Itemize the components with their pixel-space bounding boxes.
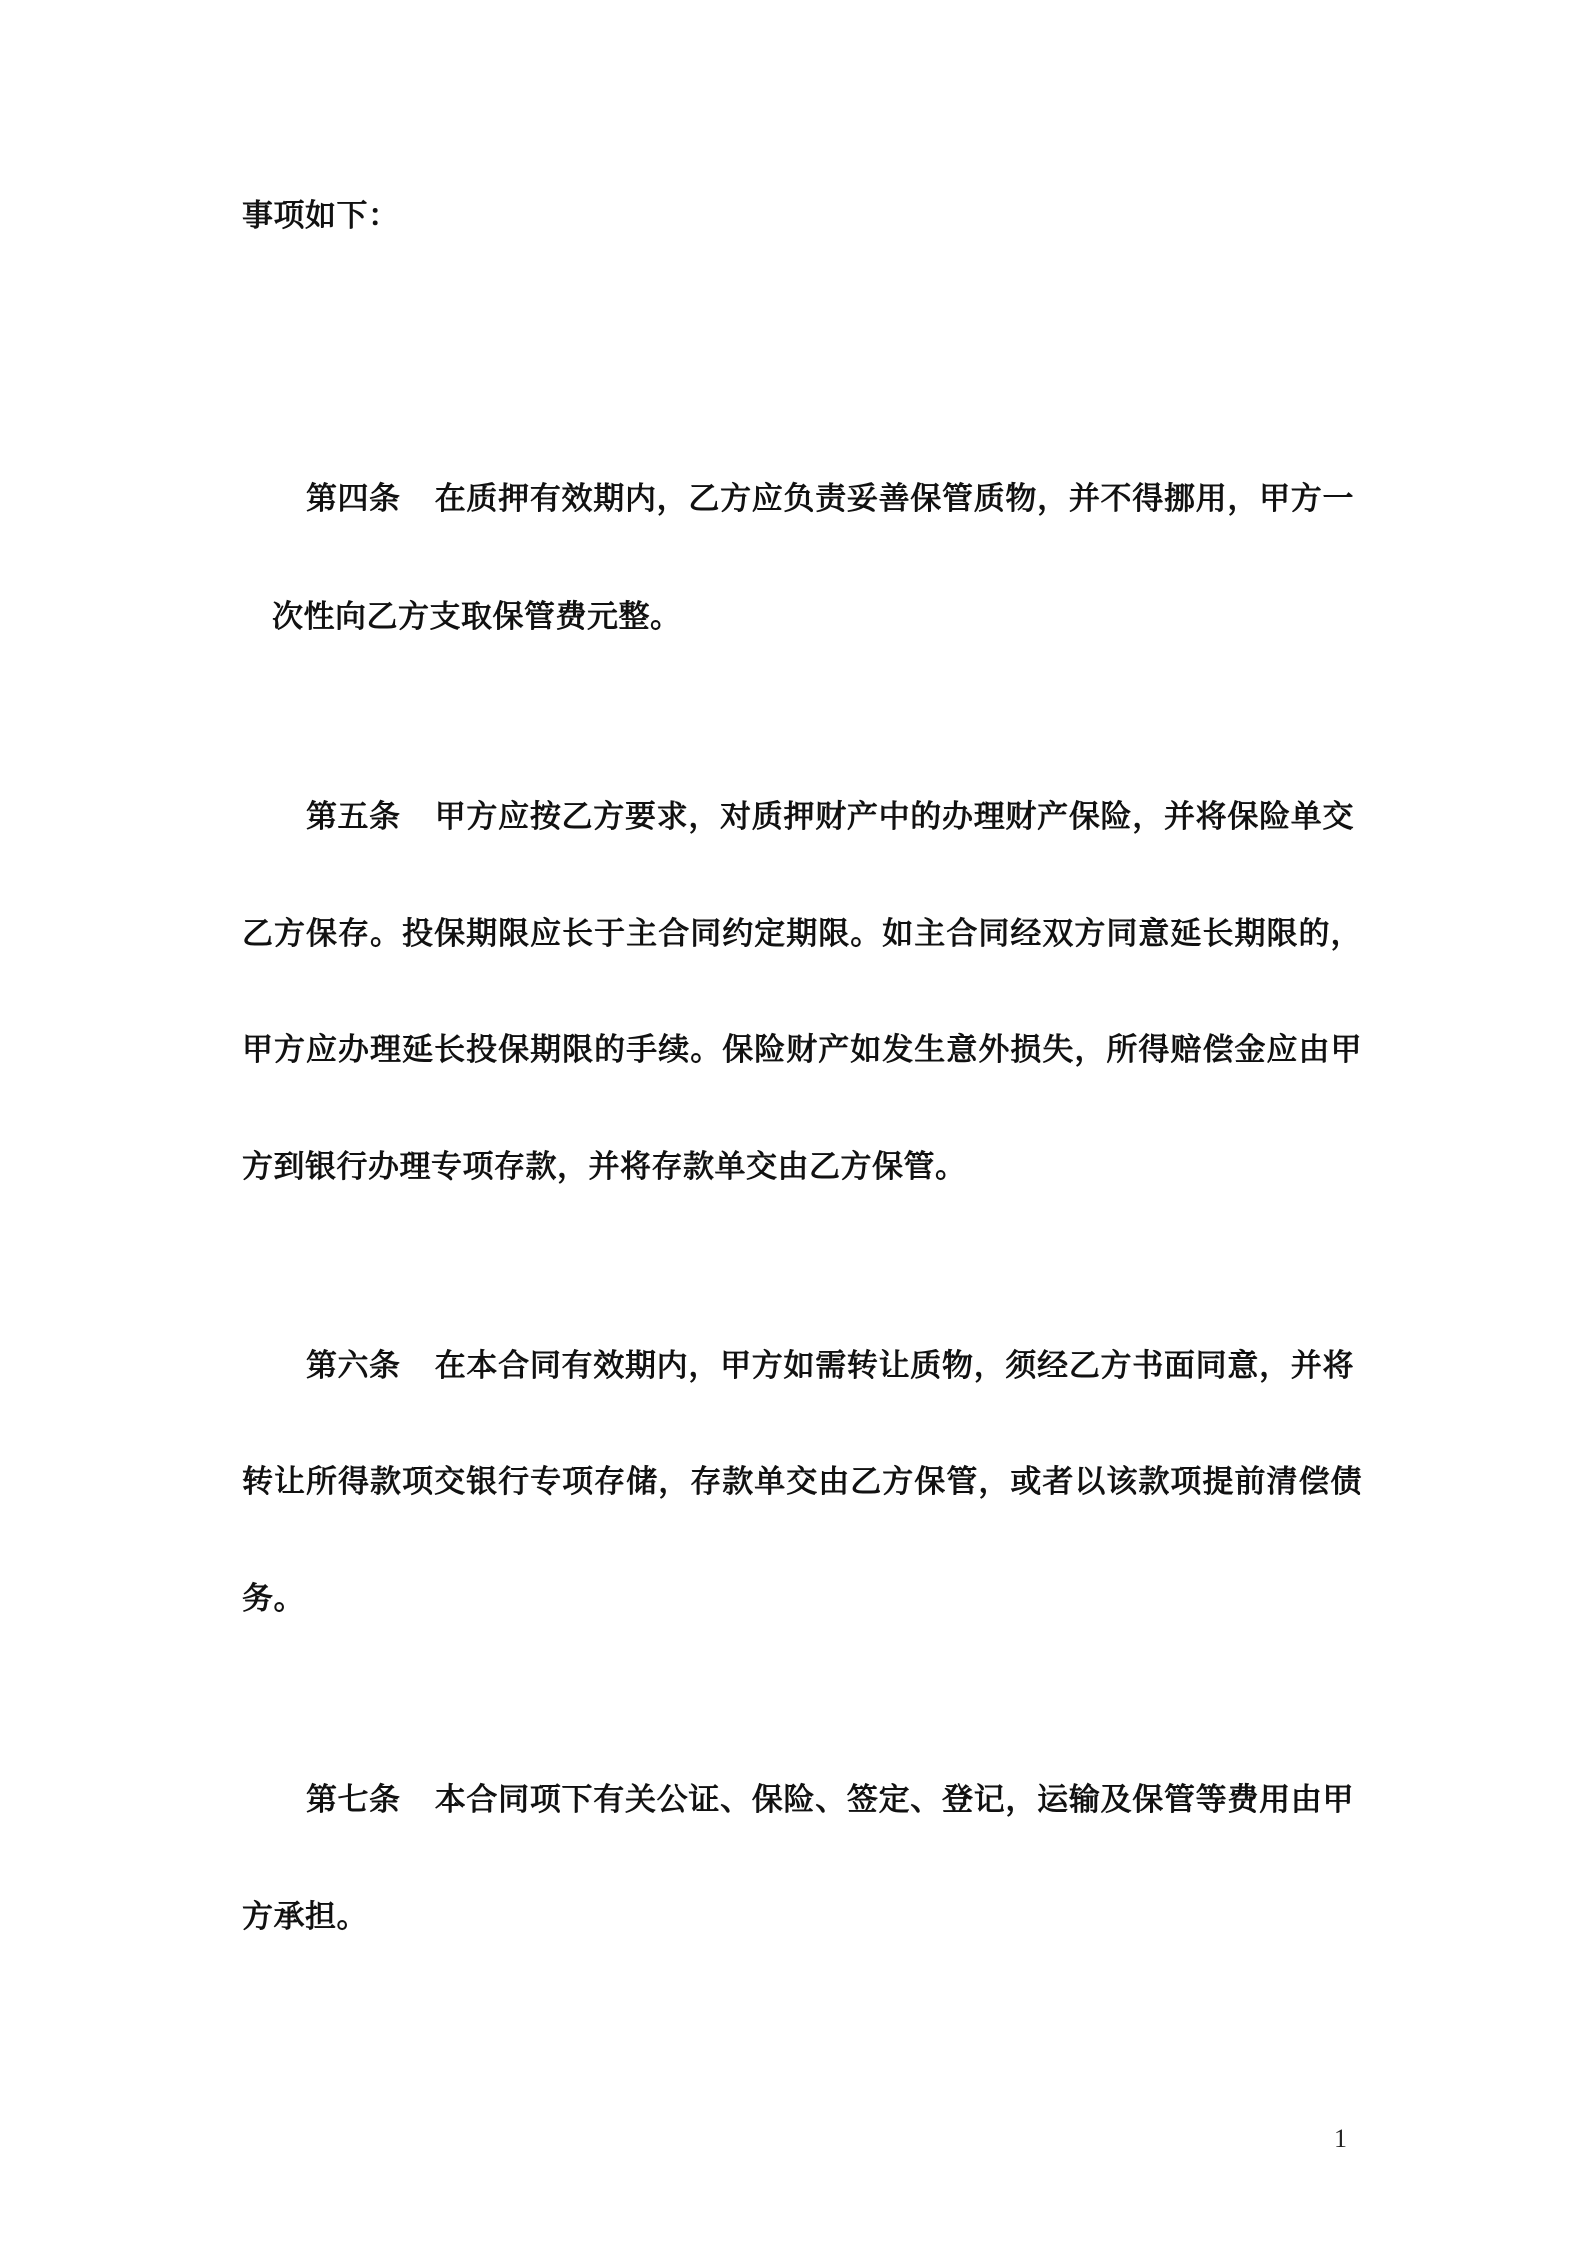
article-5-text-1: 甲方应按乙方要求，对质押财产中的办理财产保险，并将保险单交	[434, 799, 1354, 835]
article-7-number: 第七条	[306, 1782, 401, 1818]
article-7-line-2: 方承担。	[242, 1899, 368, 1935]
article-5-number: 第五条	[306, 799, 401, 835]
article-6-line-1	[306, 1346, 1354, 1386]
article-5-line-4: 方到银行办理专项存款，并将存款单交由乙方保管。	[242, 1149, 967, 1185]
article-5-line-1	[306, 797, 1354, 837]
article-7-line-1	[306, 1780, 1354, 1820]
article-7-text-1: 本合同项下有关公证、保险、签定、登记，运输及保管等费用由甲	[434, 1782, 1354, 1818]
article-6-line-3: 务。	[242, 1581, 305, 1617]
article-4-text-1: 在质押有效期内，乙方应负责妥善保管质物，并不得挪用，甲方一	[434, 481, 1354, 517]
article-5-line-3: 甲方应办理延长投保期限的手续。保险财产如发生意外损失，所得赔偿金应由甲	[242, 1032, 1362, 1068]
article-4-line-2: 次性向乙方支取保管费元整。	[272, 599, 682, 635]
article-4-number: 第四条	[306, 481, 401, 517]
article-4-line-1	[306, 479, 1354, 519]
article-6-text-1: 在本合同有效期内，甲方如需转让质物，须经乙方书面同意，并将	[434, 1348, 1354, 1384]
page-number: 1	[1334, 2124, 1347, 2153]
article-6-number: 第六条	[306, 1348, 401, 1384]
intro-text: 事项如下：	[242, 198, 400, 234]
article-5-line-2: 乙方保存。投保期限应长于主合同约定期限。如主合同经双方同意延长期限的，	[242, 916, 1362, 952]
article-6-line-2: 转让所得款项交银行专项存储，存款单交由乙方保管，或者以该款项提前清偿债	[242, 1464, 1362, 1500]
